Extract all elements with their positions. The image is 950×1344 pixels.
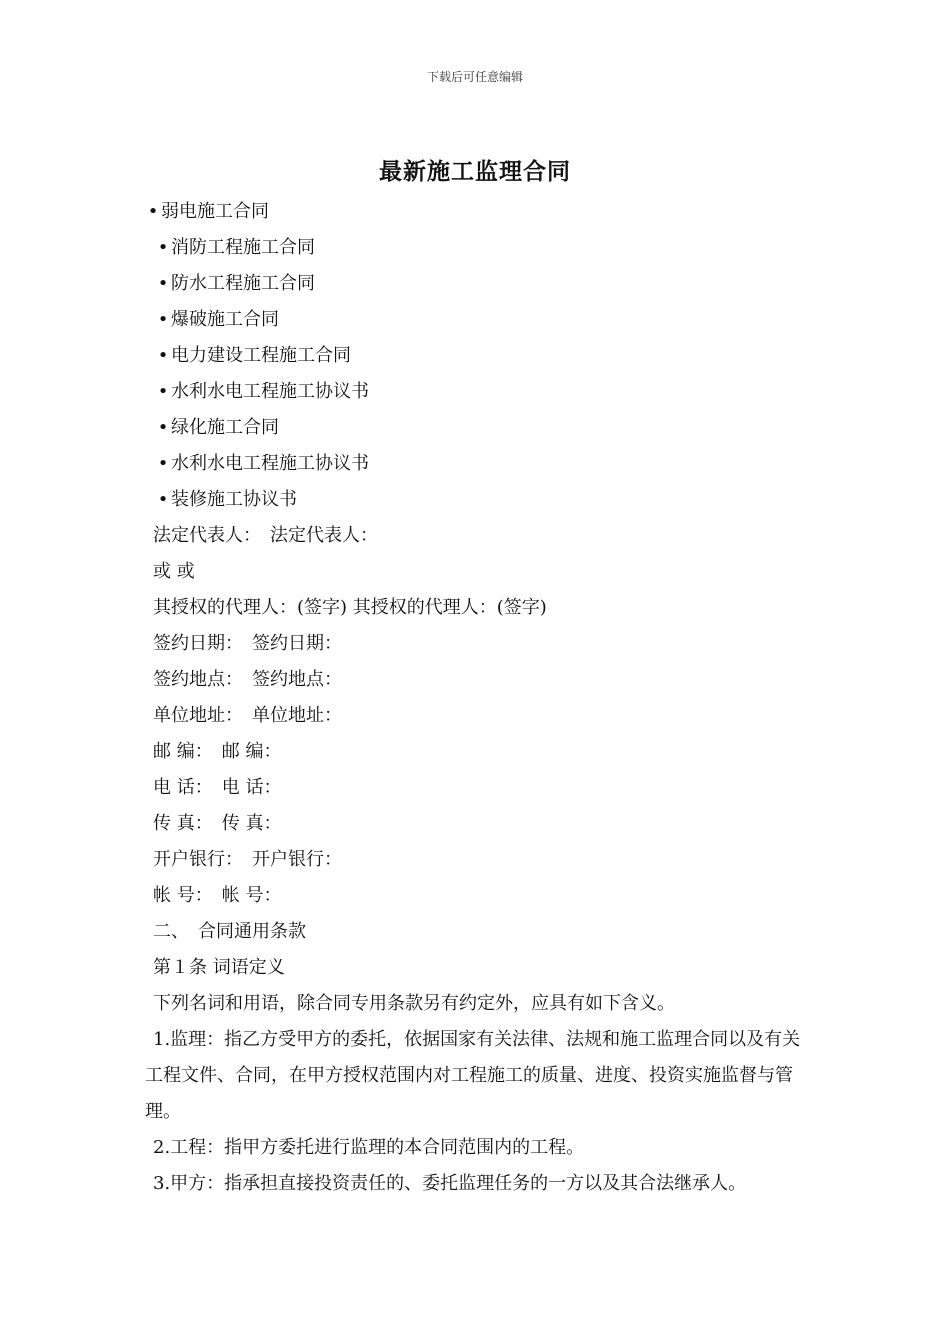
signature-line-bank: 开户银行： 开户银行： [153,849,342,870]
list-item [145,446,815,482]
list-item-text: 水利水电工程施工协议书 [171,453,369,474]
list-item [145,482,815,518]
list-item [145,410,815,446]
definition-paragraph: 3.甲方：指承担直接投资责任的、委托监理任务的一方以及其合法继承人。 [153,1173,747,1194]
bullet-icon: • [157,381,169,402]
signature-line-date: 签约日期： 签约日期： [153,633,342,654]
bullet-icon: • [147,201,159,222]
signature-line-phone: 电 话： 电 话： [153,777,282,798]
bullet-icon: • [157,489,169,510]
list-item [145,266,815,302]
list-item [145,338,815,374]
signature-line-agent: 其授权的代理人：(签字) 其授权的代理人：(签字) [153,597,547,618]
list-item [145,374,815,410]
list-item-text: 水利水电工程施工协议书 [171,381,369,402]
article-heading: 第１条 词语定义 [153,957,285,978]
list-item [145,230,815,266]
bullet-icon: • [157,309,169,330]
list-item-text: 消防工程施工合同 [171,237,315,258]
list-item-text: 防水工程施工合同 [171,273,315,294]
signature-line-fax: 传 真： 传 真： [153,813,282,834]
list-item-text: 电力建设工程施工合同 [171,345,351,366]
signature-line-place: 签约地点： 签约地点： [153,669,342,690]
bullet-icon: • [157,453,169,474]
signature-line-or: 或 或 [153,561,195,582]
document-body [145,194,815,1202]
definition-paragraph: 1.监理：指乙方受甲方的委托，依据国家有关法律、法规和施工监理合同以及有关工程文件、合同，在甲方授权范围内对工程施工的质量、进度、投资实施监督与管理。 [145,1029,801,1122]
list-item-text: 装修施工协议书 [171,489,297,510]
signature-line-account: 帐 号： 帐 号： [153,885,282,906]
signature-line-address: 单位地址： 单位地址： [153,705,342,726]
bullet-icon: • [157,273,169,294]
header-note: 下载后可任意编辑 [426,70,523,84]
bullet-icon: • [157,345,169,366]
bullet-icon: • [157,237,169,258]
list-item-text: 弱电施工合同 [161,201,269,222]
intro-line: 下列名词和用语，除合同专用条款另有约定外，应具有如下含义。 [153,993,675,1014]
signature-line-postcode: 邮 编： 邮 编： [153,741,282,762]
signature-line-legal-rep: 法定代表人： 法定代表人： [153,525,378,546]
document-title: 最新施工监理合同 [379,158,571,185]
list-item-text: 绿化施工合同 [171,417,279,438]
list-item [145,194,815,230]
section-heading: 二、 合同通用条款 [153,921,306,942]
list-item [145,302,815,338]
list-item-text: 爆破施工合同 [171,309,279,330]
definition-paragraph: 2.工程：指甲方委托进行监理的本合同范围内的工程。 [153,1137,585,1158]
bullet-icon: • [157,417,169,438]
